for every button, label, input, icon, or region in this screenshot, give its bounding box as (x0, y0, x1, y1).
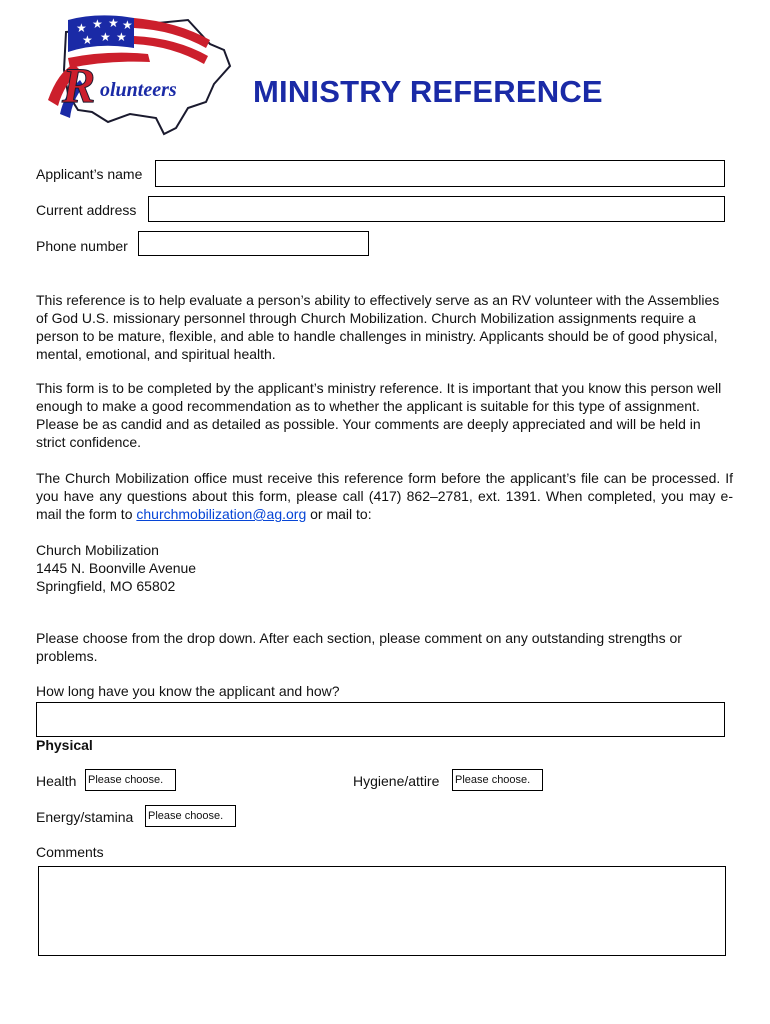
current-address-field[interactable] (148, 196, 725, 222)
page-title: MINISTRY REFERENCE (253, 74, 603, 109)
intro-paragraph-3-text: The Church Mobilization office must receive this reference form before the applicant’s file can be processed. If you have any questions about this form, please call (417) 862–2781, ext. 1391. When completed, you may e-mail the form to (36, 470, 733, 522)
hygiene-select[interactable]: Please choose. (452, 769, 543, 791)
intro-paragraph-3-tail: or mail to: (306, 506, 372, 522)
logo-graphic (38, 10, 238, 138)
address-line-3: Springfield, MO 65802 (36, 578, 176, 594)
health-select[interactable]: Please choose. (85, 769, 176, 791)
svg-text:★: ★ (116, 30, 127, 44)
svg-text:★: ★ (82, 33, 93, 47)
email-link[interactable]: churchmobilization@ag.org (136, 506, 307, 522)
svg-text:R: R (62, 57, 96, 113)
svg-text:★: ★ (92, 17, 103, 31)
intro-paragraph-1: This reference is to help evaluate a person’s ability to effectively serve as an RV volunteer with the Assemblies of God U.S. missionary personnel through Church Mobilization. Church Mobilization assignments require a person to be mature, flexible, and able to handle challenges in ministry. Applicants should be of good physical, mental, emotional, and spiritual health. (36, 292, 720, 362)
svg-text:olunteers: olunteers (100, 79, 177, 101)
intro-paragraph-2: This form is to be completed by the applicant’s ministry reference. It is important that you know this person well enough to make a good recommendation as to whether the applicant is suitable for this type of assignment. Please be as candid and as detailed as possible. Your comments are deeply appreciated and will be held in strict confidence. (36, 380, 722, 450)
address-line-1: Church Mobilization (36, 542, 159, 558)
energy-label: Energy/stamina (36, 809, 134, 825)
intro-paragraph-3 (36, 469, 733, 523)
applicant-name-field[interactable] (155, 160, 725, 187)
energy-select[interactable]: Please choose. (145, 805, 236, 827)
comments-label: Comments (36, 844, 104, 860)
svg-text:★: ★ (100, 30, 111, 44)
applicant-name-label: Applicant’s name (36, 166, 143, 182)
rvolunteers-logo (38, 10, 238, 138)
health-label: Health (36, 773, 77, 789)
physical-heading: Physical (36, 737, 93, 753)
svg-text:★: ★ (122, 18, 133, 32)
svg-text:★: ★ (76, 21, 87, 35)
hygiene-label: Hygiene/attire (353, 773, 440, 789)
svg-text:★: ★ (108, 16, 119, 30)
current-address-label: Current address (36, 202, 137, 218)
instructions-text: Please choose from the drop down. After each section, please comment on any outstanding strengths or problems. (36, 630, 682, 664)
physical-comments-field[interactable] (38, 866, 726, 956)
mailing-address (36, 541, 733, 595)
phone-number-field[interactable] (138, 231, 369, 256)
address-line-2: 1445 N. Boonville Avenue (36, 560, 197, 576)
how-long-question: How long have you know the applicant and how? (36, 683, 340, 699)
phone-number-label: Phone number (36, 238, 128, 254)
how-long-field[interactable] (36, 702, 725, 737)
